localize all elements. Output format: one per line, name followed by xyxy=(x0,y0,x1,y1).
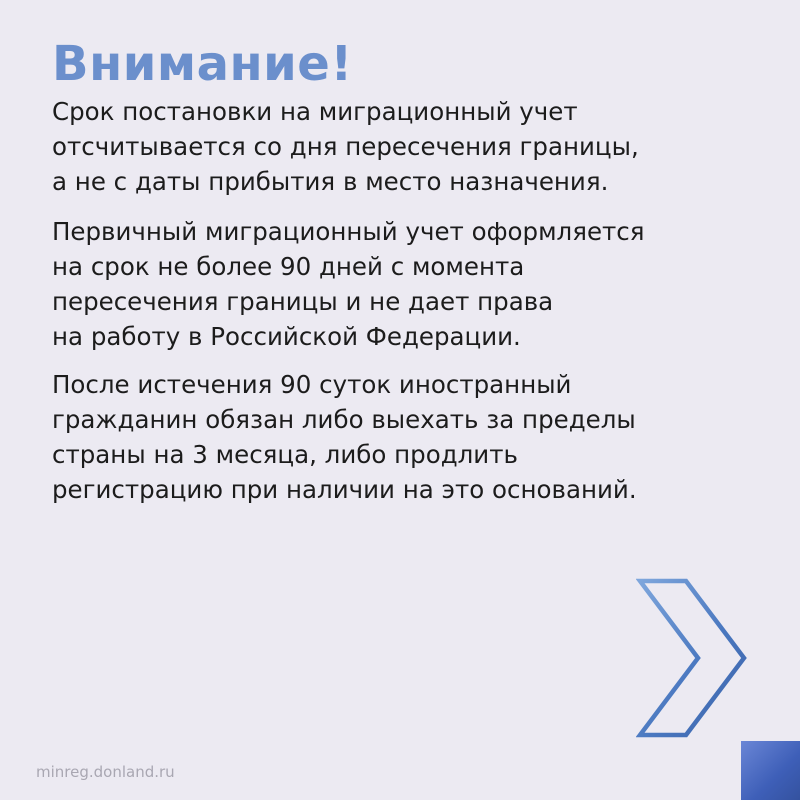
paragraph-line: на работу в Российской Федерации. xyxy=(52,322,521,351)
paragraph-primary-registration xyxy=(52,214,645,354)
paragraph-line: После истечения 90 суток иностранный xyxy=(52,370,572,399)
paragraph-registration-deadline xyxy=(52,94,639,199)
paragraph-line: регистрацию при наличии на это оснований. xyxy=(52,475,637,504)
paragraph-line: гражданин обязан либо выехать за пределы xyxy=(52,405,636,434)
page-title: Внимание! xyxy=(52,36,353,92)
paragraph-line: а не с даты прибытия в место назначения. xyxy=(52,167,609,196)
paragraph-line: Срок постановки на миграционный учет xyxy=(52,97,578,126)
paragraph-line: пересечения границы и не дает права xyxy=(52,287,554,316)
corner-accent xyxy=(741,741,800,800)
chevron-right-icon[interactable] xyxy=(636,578,748,738)
paragraph-line: отсчитывается со дня пересечения границы, xyxy=(52,132,639,161)
paragraph-after-90-days xyxy=(52,367,637,507)
site-url[interactable]: minreg.donland.ru xyxy=(36,763,175,781)
paragraph-line: страны на 3 месяца, либо продлить xyxy=(52,440,518,469)
paragraph-line: на срок не более 90 дней с момента xyxy=(52,252,525,281)
paragraph-line: Первичный миграционный учет оформляется xyxy=(52,217,645,246)
